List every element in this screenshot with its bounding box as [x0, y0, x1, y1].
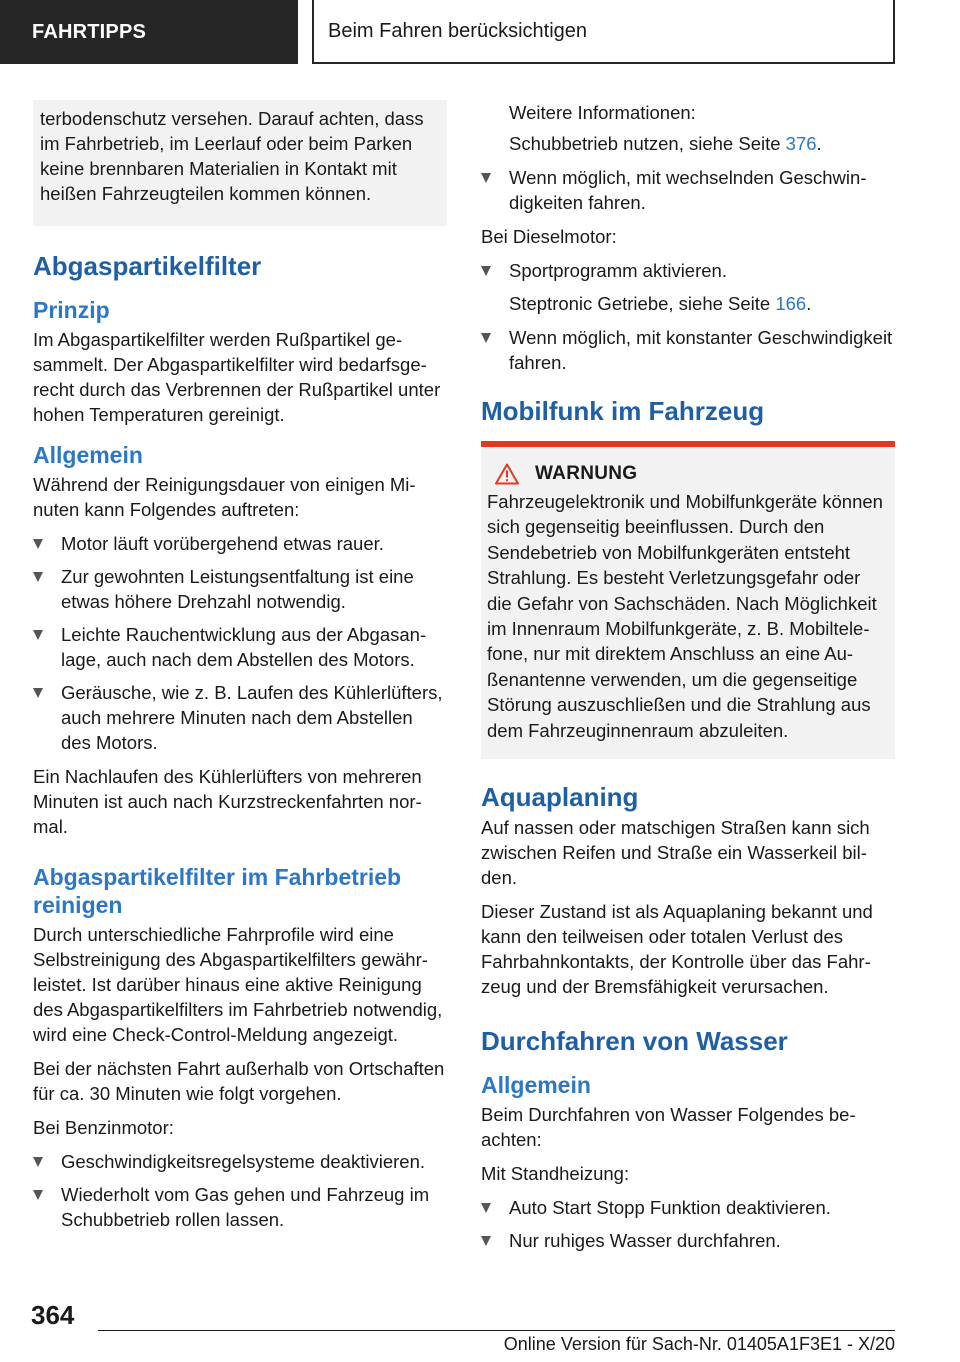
list-item: Nur ruhiges Wasser durchfahren. — [481, 1228, 895, 1253]
bullet-list-symptoms — [33, 531, 447, 755]
note-text: terbodenschutz versehen. Darauf achten, dass im Fahrbetrieb, im Leerlauf oder beim Parken keine brennbaren Materialien in Kontakt mit heißen Fahrzeugteilen kommen können. — [40, 108, 424, 204]
footer-rule — [98, 1330, 895, 1331]
list-item: Wenn möglich, mit konstanter Geschwindigkeit fahren. — [481, 325, 895, 375]
list-item: Geräusche, wie z. B. Laufen des Kühlerlüfters, auch mehrere Minuten nach dem Abstellen des Motors. — [33, 680, 447, 755]
warning-triangle-icon — [495, 463, 519, 485]
triangle-down-icon — [481, 1203, 491, 1213]
more-info-label: Weitere Informationen: — [509, 102, 696, 123]
list-item: Wenn möglich, mit wechselnden Geschwindigkeiten fahren. — [481, 165, 895, 215]
bullet-list-benzin — [33, 1149, 447, 1232]
paragraph-nachlauf: Ein Nachlaufen des Kühlerlüfters von mehreren Minuten ist auch nach Kurzstreckenfahrten normal. — [33, 766, 422, 837]
paragraph-reinigen: Durch unterschiedliche Fahrprofile wird eine Selbstreinigung des Abgaspartikelfilters gewährleistet. Ist darüber hinaus eine aktive Reinigung des Abgaspartikelfilters im Fahrbetrieb notwendig, wird eine Check-Control-Meldung angezeigt. — [33, 924, 443, 1045]
list-item: Auto Start Stopp Funktion deaktivieren. — [481, 1195, 895, 1220]
xref-schubbetrieb: Schubbetrieb nutzen, siehe Seite 376. — [509, 133, 822, 154]
right-column — [481, 100, 895, 1262]
triangle-down-icon — [481, 1236, 491, 1246]
triangle-down-icon — [481, 333, 491, 343]
footer-text: Online Version für Sach-Nr. 01405A1F3E1 - X/20 — [503, 1334, 895, 1354]
xref-steptronic: Steptronic Getriebe, siehe Seite 166. — [509, 293, 812, 314]
bullet-list-wasser — [481, 1195, 895, 1253]
header-section: FAHRTIPPS — [0, 0, 298, 64]
heading-prinzip: Prinzip — [33, 297, 110, 323]
triangle-down-icon — [481, 266, 491, 276]
paragraph-allgemein: Während der Reinigungsdauer von einigen Minuten kann Folgendes auftreten: — [33, 474, 416, 520]
triangle-down-icon — [481, 173, 491, 183]
paragraph-prinzip: Im Abgaspartikelfilter werden Rußpartikel gesammelt. Der Abgaspartikelfilter wird bedarfsgerecht durch das Verbrennen der Rußpartikel unter hohen Temperaturen gereinigt. — [33, 329, 441, 425]
list-item: Motor läuft vorübergehend etwas rauer. — [33, 531, 447, 556]
page-link-376[interactable]: 376 — [785, 133, 817, 154]
paragraph-aquaplaning-1: Auf nassen oder matschigen Straßen kann sich zwischen Reifen und Straße ein Wasserkeil bilden. — [481, 817, 870, 889]
heading-allgemein-wasser: Allgemein — [481, 1072, 591, 1099]
heading-aquaplaning: Aquaplaning — [481, 782, 639, 813]
triangle-down-icon — [33, 630, 43, 640]
heading-durchfahren-wasser: Durchfahren von Wasser — [481, 1026, 788, 1057]
paragraph-aquaplaning-2: Dieser Zustand ist als Aquaplaning bekannt und kann den teilweisen oder totalen Verlust des Fahrbahnkontakts, der Kontrolle über das Fahrzeug und der Bremsfähigkeit verursachen. — [481, 901, 873, 998]
bullet-list-wechsel — [481, 165, 895, 215]
page-number: 364 — [31, 1300, 75, 1330]
list-item: Sportprogramm aktivieren. — [481, 258, 895, 283]
triangle-down-icon — [33, 1157, 43, 1167]
list-item: Leichte Rauchentwicklung aus der Abgasanlage, auch nach dem Abstellen des Motors. — [33, 622, 447, 672]
paragraph-standheizung: Mit Standheizung: — [481, 1163, 630, 1185]
heading-filter-reinigen: Abgaspartikelfilter im Fahrbetrieb reinigen — [33, 864, 402, 918]
warning-box — [481, 441, 895, 759]
triangle-down-icon — [33, 539, 43, 549]
heading-mobilfunk: Mobilfunk im Fahrzeug — [481, 396, 765, 426]
paragraph-naechste-fahrt: Bei der nächsten Fahrt außerhalb von Ortschaften für ca. 30 Minuten wie folgt vorgehen. — [33, 1058, 445, 1104]
warning-header — [495, 463, 889, 485]
bullet-list-konstant — [481, 325, 895, 375]
warning-title: WARNUNG — [535, 463, 638, 484]
left-column — [33, 100, 447, 1241]
page-link-166[interactable]: 166 — [775, 293, 807, 314]
heading-allgemein: Allgemein — [33, 442, 143, 468]
triangle-down-icon — [33, 688, 43, 698]
header-title: Beim Fahren berücksichtigen — [312, 0, 895, 64]
list-item: Zur gewohnten Leistungsentfaltung ist eine etwas höhere Drehzahl notwendig. — [33, 564, 447, 614]
note-box — [33, 100, 447, 226]
list-item: Wiederholt vom Gas gehen und Fahrzeug im Schubbetrieb rollen lassen. — [33, 1182, 447, 1232]
warning-text: Fahrzeugelektronik und Mobilfunkgeräte können sich gegenseitig beeinflussen. Durch den Sendebetrieb von Mobilfunkgeräten entsteht Strahlung. Es besteht Verletzungsgefahr oder die Gefahr von Sachschäden. Nach Möglichkeit im Innenraum Mobilfunkgeräte, z. B. Mobiltelefone, nur mit direktem Anschluss an eine Außenantenne verwenden, um die gegenseitige Störung auszuschließen und die Strahlung aus dem Fahrzeuginnenraum abzuleiten. — [487, 491, 883, 741]
heading-abgaspartikelfilter: Abgaspartikelfilter — [33, 251, 262, 281]
paragraph-benzinmotor: Bei Benzinmotor: — [33, 1117, 174, 1138]
paragraph-wasser: Beim Durchfahren von Wasser Folgendes beachten: — [481, 1104, 856, 1151]
bullet-list-sport — [481, 258, 895, 283]
paragraph-dieselmotor: Bei Dieselmotor: — [481, 226, 617, 247]
triangle-down-icon — [33, 572, 43, 582]
triangle-down-icon — [33, 1190, 43, 1200]
list-item: Geschwindigkeitsregelsysteme deaktivieren. — [33, 1149, 447, 1174]
